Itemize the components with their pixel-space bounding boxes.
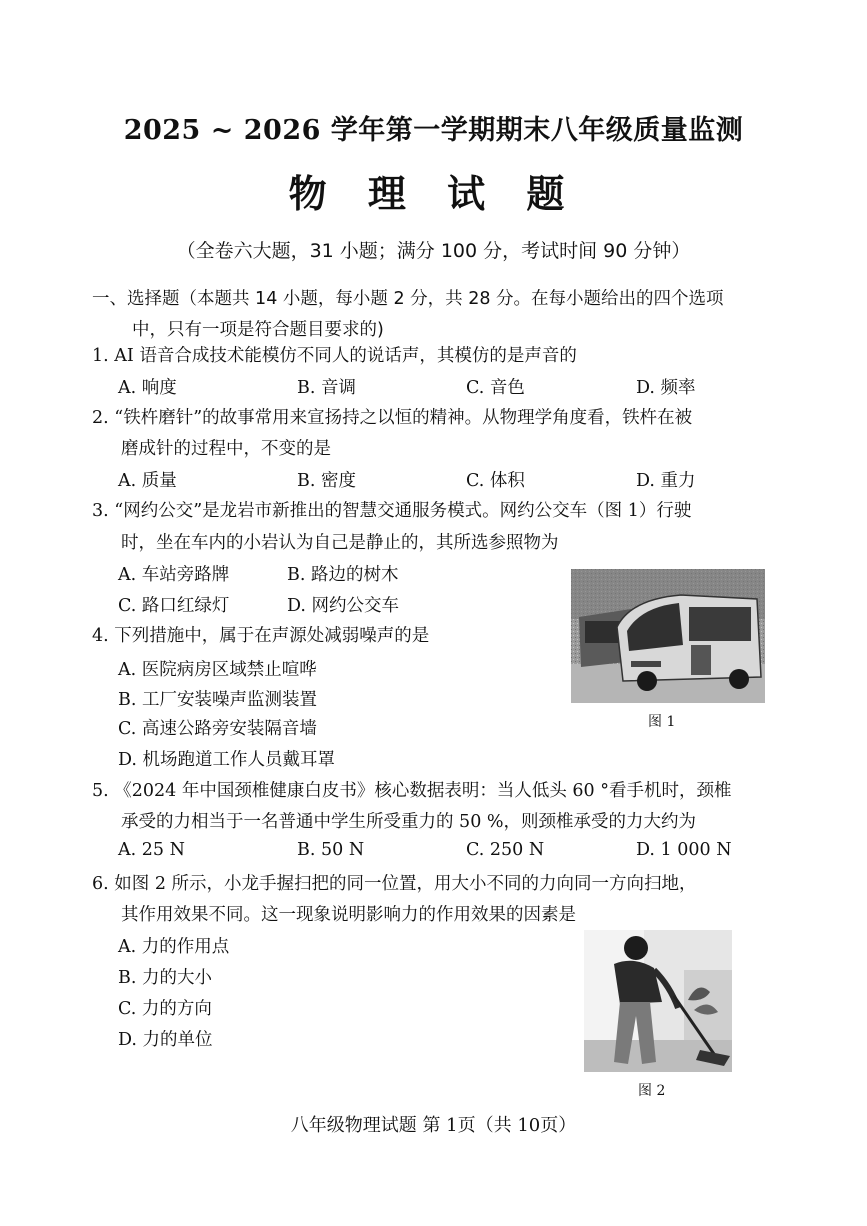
- figure-1-caption: 图 1: [648, 714, 676, 730]
- q2-option-b: B. 密度: [297, 471, 356, 491]
- bus-photo: [571, 569, 765, 703]
- q2-option-c: C. 体积: [466, 471, 525, 491]
- question-5-stem-cont: 承受的力相当于一名普通中学生所受重力的 50 %，则颈椎承受的力大约为: [121, 812, 697, 832]
- q6-option-c: C. 力的方向: [118, 999, 212, 1019]
- q4-option-a: A. 医院病房区域禁止喧哗: [118, 660, 317, 680]
- page-footer: 八年级物理试题 第 1页（共 10页）: [290, 1115, 577, 1136]
- q5-option-c: C. 250 N: [466, 840, 545, 860]
- q6-option-a: A. 力的作用点: [118, 937, 230, 957]
- question-6-stem: 6. 如图 2 所示，小龙手握扫把的同一位置，用大小不同的力向同一方向扫地，: [92, 874, 697, 894]
- q1-option-d: D. 频率: [636, 378, 696, 398]
- q4-option-c: C. 高速公路旁安装隔音墙: [118, 719, 317, 739]
- q4-option-b: B. 工厂安装噪声监测装置: [118, 690, 317, 710]
- question-2-stem: 2. “铁杵磨针”的故事常用来宣扬持之以恒的精神。从物理学角度看，铁杵在被: [92, 408, 693, 428]
- question-3-stem-cont: 时，坐在车内的小岩认为自己是静止的，其所选参照物为: [121, 533, 559, 553]
- question-1-stem: 1. AI 语音合成技术能模仿不同人的说话声，其模仿的是声音的: [92, 346, 577, 366]
- sweeping-photo: [584, 930, 732, 1072]
- question-5-stem: 5. 《2024 年中国颈椎健康白皮书》核心数据表明：当人低头 60 °看手机时，颈椎: [92, 781, 732, 801]
- q4-option-d: D. 机场跑道工作人员戴耳罩: [118, 750, 336, 770]
- q6-option-b: B. 力的大小: [118, 968, 212, 988]
- q3-option-d: D. 网约公交车: [287, 596, 400, 616]
- exam-info: （全卷六大题，31 小题；满分 100 分，考试时间 90 分钟）: [176, 240, 691, 262]
- q3-option-c: C. 路口红绿灯: [118, 596, 230, 616]
- q1-option-c: C. 音色: [466, 378, 525, 398]
- question-3-stem: 3. “网约公交”是龙岩市新推出的智慧交通服务模式。网约公交车（图 1）行驶: [92, 501, 692, 521]
- q2-option-a: A. 质量: [118, 471, 177, 491]
- q3-option-b: B. 路边的树木: [287, 565, 399, 585]
- q3-option-a: A. 车站旁路牌: [118, 565, 230, 585]
- page-title: 2025 ~ 2026 学年第一学期期末八年级质量监测: [123, 115, 744, 146]
- section-heading: 一、选择题（本题共 14 小题，每小题 2 分，共 28 分。在每小题给出的四个选项: [92, 289, 724, 309]
- subject-title: 物 理 试 题: [288, 171, 579, 216]
- q5-option-b: B. 50 N: [297, 840, 365, 860]
- question-6-stem-cont: 其作用效果不同。这一现象说明影响力的作用效果的因素是: [121, 905, 576, 925]
- q1-option-b: B. 音调: [297, 378, 356, 398]
- question-4-stem: 4. 下列措施中，属于在声源处减弱噪声的是: [92, 626, 430, 646]
- q6-option-d: D. 力的单位: [118, 1030, 213, 1050]
- q1-option-a: A. 响度: [118, 378, 177, 398]
- question-2-stem-cont: 磨成针的过程中，不变的是: [121, 439, 331, 459]
- figure-2-caption: 图 2: [638, 1083, 666, 1099]
- section-heading-cont: 中，只有一项是符合题目要求的): [132, 320, 384, 340]
- q5-option-a: A. 25 N: [118, 840, 185, 860]
- q5-option-d: D. 1 000 N: [636, 840, 732, 860]
- q2-option-d: D. 重力: [636, 471, 696, 491]
